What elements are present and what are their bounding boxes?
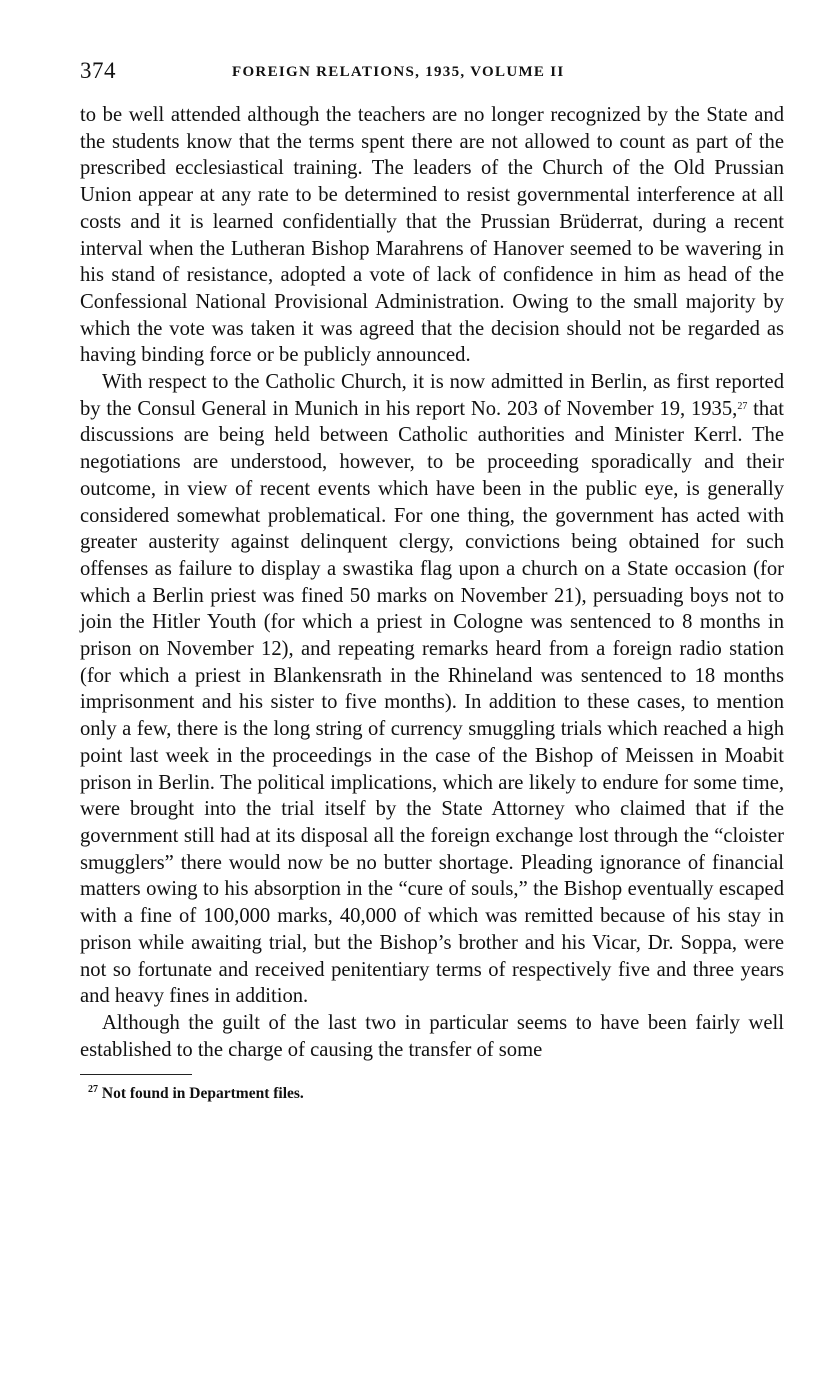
paragraph-2-text-start: With respect to the Catholic Church, it is now admitted in Berlin, as first reported by the Consul General in Munich in his report No. 203 of November 19, 1935, [80,371,784,420]
paragraph-1: to be well attended although the teachers are no longer recognized by the State and the students know that the terms spent there are not allowed to count as part of the prescribed ecclesiastical training. The leaders of the Church of the Old Prussian Union appear at any rate to be determined to resist governmental interference at all costs and it is learned confidentially that the Prussian Brüderrat, during a recent interval when the Lutheran Bishop Marahrens of Hanover seemed to be wavering in his stand of resistance, adopted a vote of lack of confidence in him as head of the Confessional National Provisional Administration. Owing to the small majority by which the vote was taken it was agreed that the decision should not be regarded as having binding force or be publicly announced. [80,104,784,367]
paragraph-2 [80,369,784,1010]
footnote-divider [80,1074,192,1075]
running-head [80,56,784,90]
paragraph-2-text-end: that discussions are being held between Catholic authorities and Minister Kerrl. The negotiations are understood, however, to be proceeding sporadically and their outcome, in view of recent events which have been in the public eye, is generally considered somewhat problematical. For one thing, the government has acted with greater austerity against delinquent clergy, convictions being obtained for such offenses as failure to display a swastika flag upon a church on a State occasion (for which a Berlin priest was fined 50 marks on November 21), persuading boys not to join the Hitler Youth (for which a priest in Cologne was sentenced to 8 months in prison on November 12), and repeating remarks heard from a foreign radio station (for which a priest in Blankensrath in the Rhineland was sentenced to 18 months imprisonment and his sister to five months). In addition to these cases, to mention only a few, there is the long string of currency smuggling trials which reached a high point last week in the proceedings in the case of the Bishop of Meissen in Moabit prison in Berlin. The political implications, which are likely to endure for some time, were brought into the trial itself by the State Attorney who claimed that if the government still had at its disposal all the foreign exchange lost through the “cloister smugglers” there would now be no butter shortage. Pleading ignorance of financial matters owing to his absorption in the “cure of souls,” the Bishop eventually escaped with a fine of 100,000 marks, 40,000 of which was remitted because of his stay in prison while awaiting trial, but the Bishop’s brother and his Vicar, Dr. Soppa, were not so fortunate and received penitentiary terms of respectively five and three years and heavy fines in addition. [80,397,785,1008]
page-number: 374 [80,58,116,83]
running-head-title: FOREIGN RELATIONS, 1935, VOLUME II [232,64,565,80]
footnote-27 [88,1085,784,1103]
footnote-reference-27[interactable]: 27 [737,400,748,412]
body-text [80,102,784,1063]
footnote-mark: 27 [88,1084,98,1096]
footnote-text: Not found in Department files. [98,1085,304,1103]
document-page [80,56,784,1103]
paragraph-3: Although the guilt of the last two in particular seems to have been fairly well established to the charge of causing the transfer of some [80,1011,784,1061]
